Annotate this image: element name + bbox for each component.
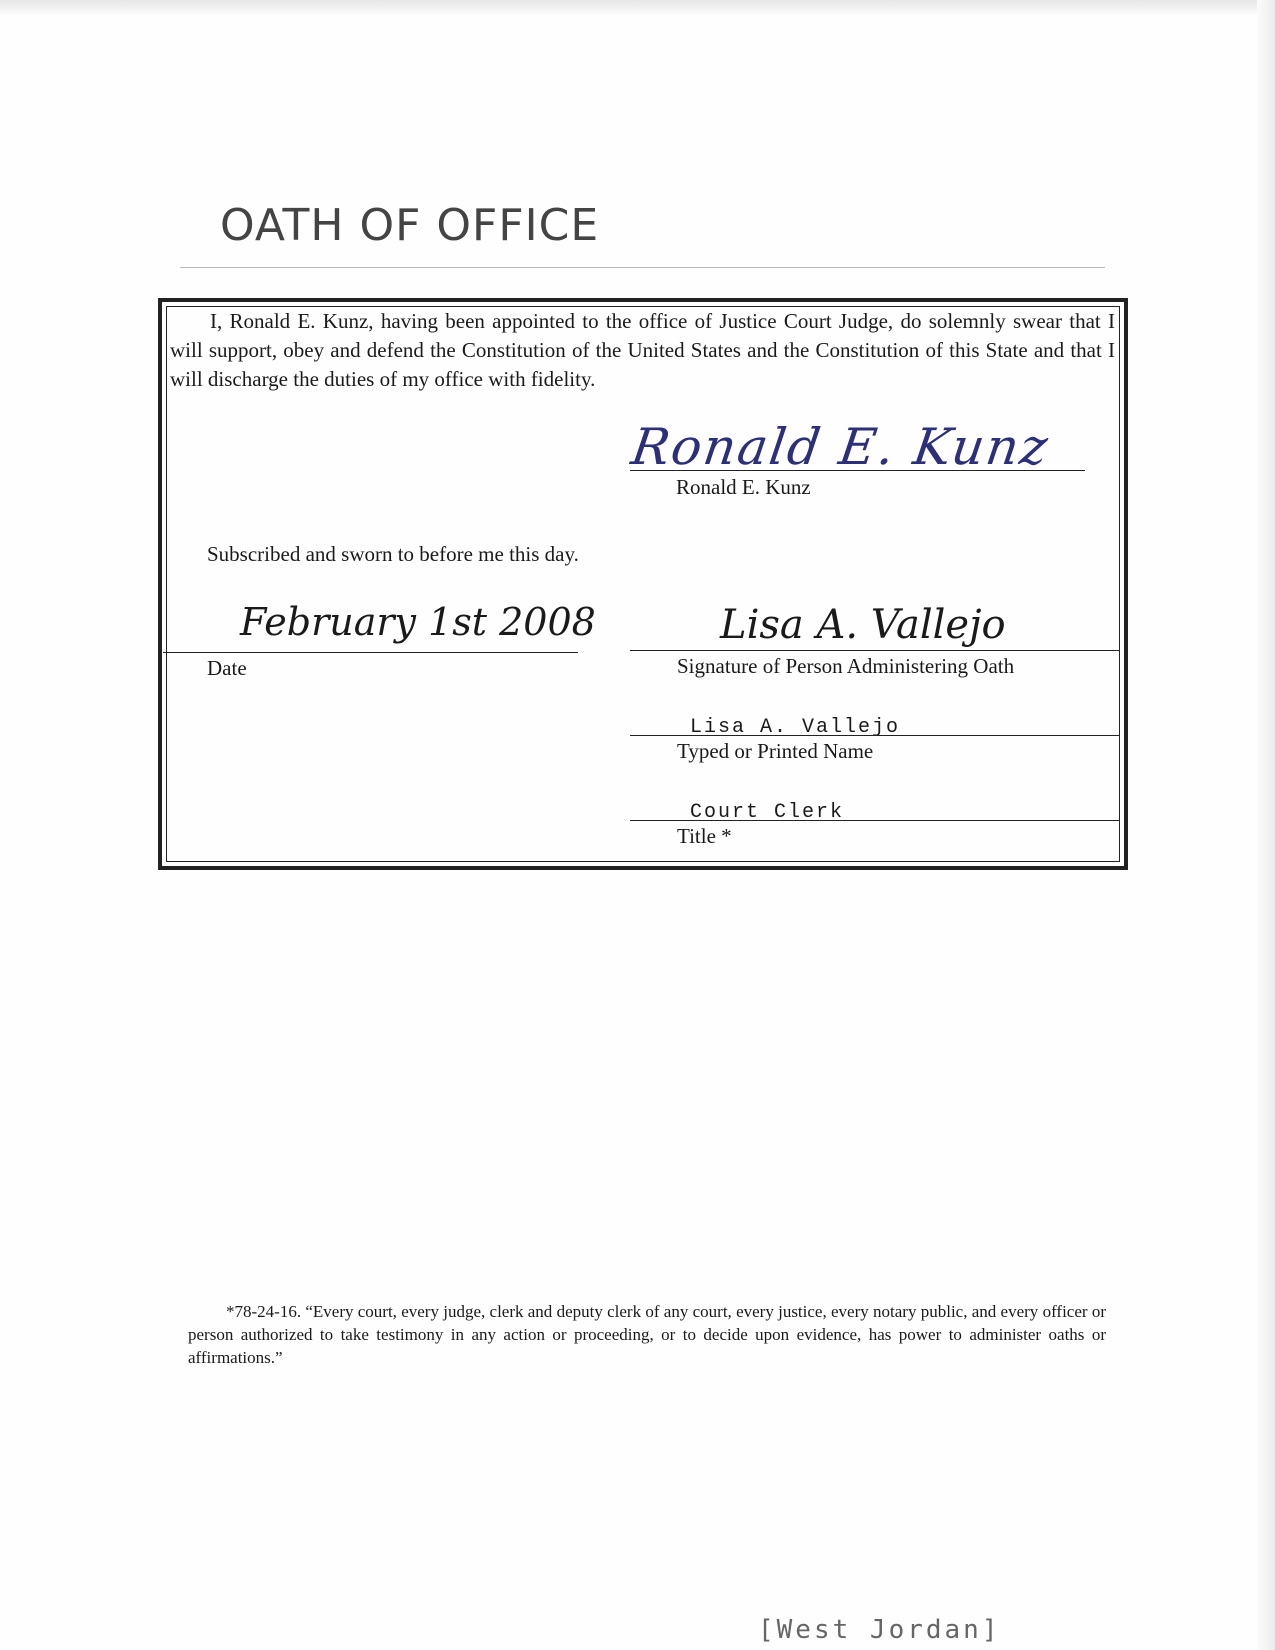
- title-value: Court Clerk: [690, 801, 845, 824]
- officer-signature: Ronald E. Kunz: [627, 418, 1054, 476]
- administrator-signature-label: Signature of Person Administering Oath: [677, 654, 1015, 678]
- oath-statement: I, Ronald E. Kunz, having been appointed to the office of Justice Court Judge, do solemnly swear that I will support, obey and defend the Constitution of the United States and the Constitution of this State and that I will discharge the duties of my office with fidelity.: [170, 309, 1115, 391]
- title-label: Title *: [677, 824, 732, 848]
- scan-edge-top: [0, 0, 1275, 14]
- printed-name-line: [630, 735, 1120, 736]
- footnote: *78-24-16. “Every court, every judge, clerk and deputy clerk of any court, every justice, every notary public, and every officer or person authorized to take testimony in any action or proceeding, or to decide upon evidence, has power to administer oaths or affirmations.”: [188, 1302, 1106, 1367]
- handwritten-annotation: [West Jordan]: [758, 1615, 1001, 1645]
- administrator-signature: Lisa A. Vallejo: [720, 602, 1006, 648]
- date-line: [163, 652, 578, 653]
- date-label: Date: [207, 656, 247, 680]
- scan-edge-right: [1257, 0, 1275, 1650]
- officer-name-label: Ronald E. Kunz: [676, 475, 811, 499]
- title-divider: [180, 267, 1105, 268]
- sworn-statement: Subscribed and sworn to before me this day.: [207, 542, 579, 566]
- title-line: [630, 820, 1120, 821]
- printed-name-label: Typed or Printed Name: [677, 739, 874, 763]
- date-handwritten: February 1st 2008: [240, 600, 596, 644]
- administrator-signature-line: [630, 650, 1120, 651]
- printed-name-value: Lisa A. Vallejo: [690, 716, 901, 739]
- document-title: OATH OF OFFICE: [220, 200, 600, 251]
